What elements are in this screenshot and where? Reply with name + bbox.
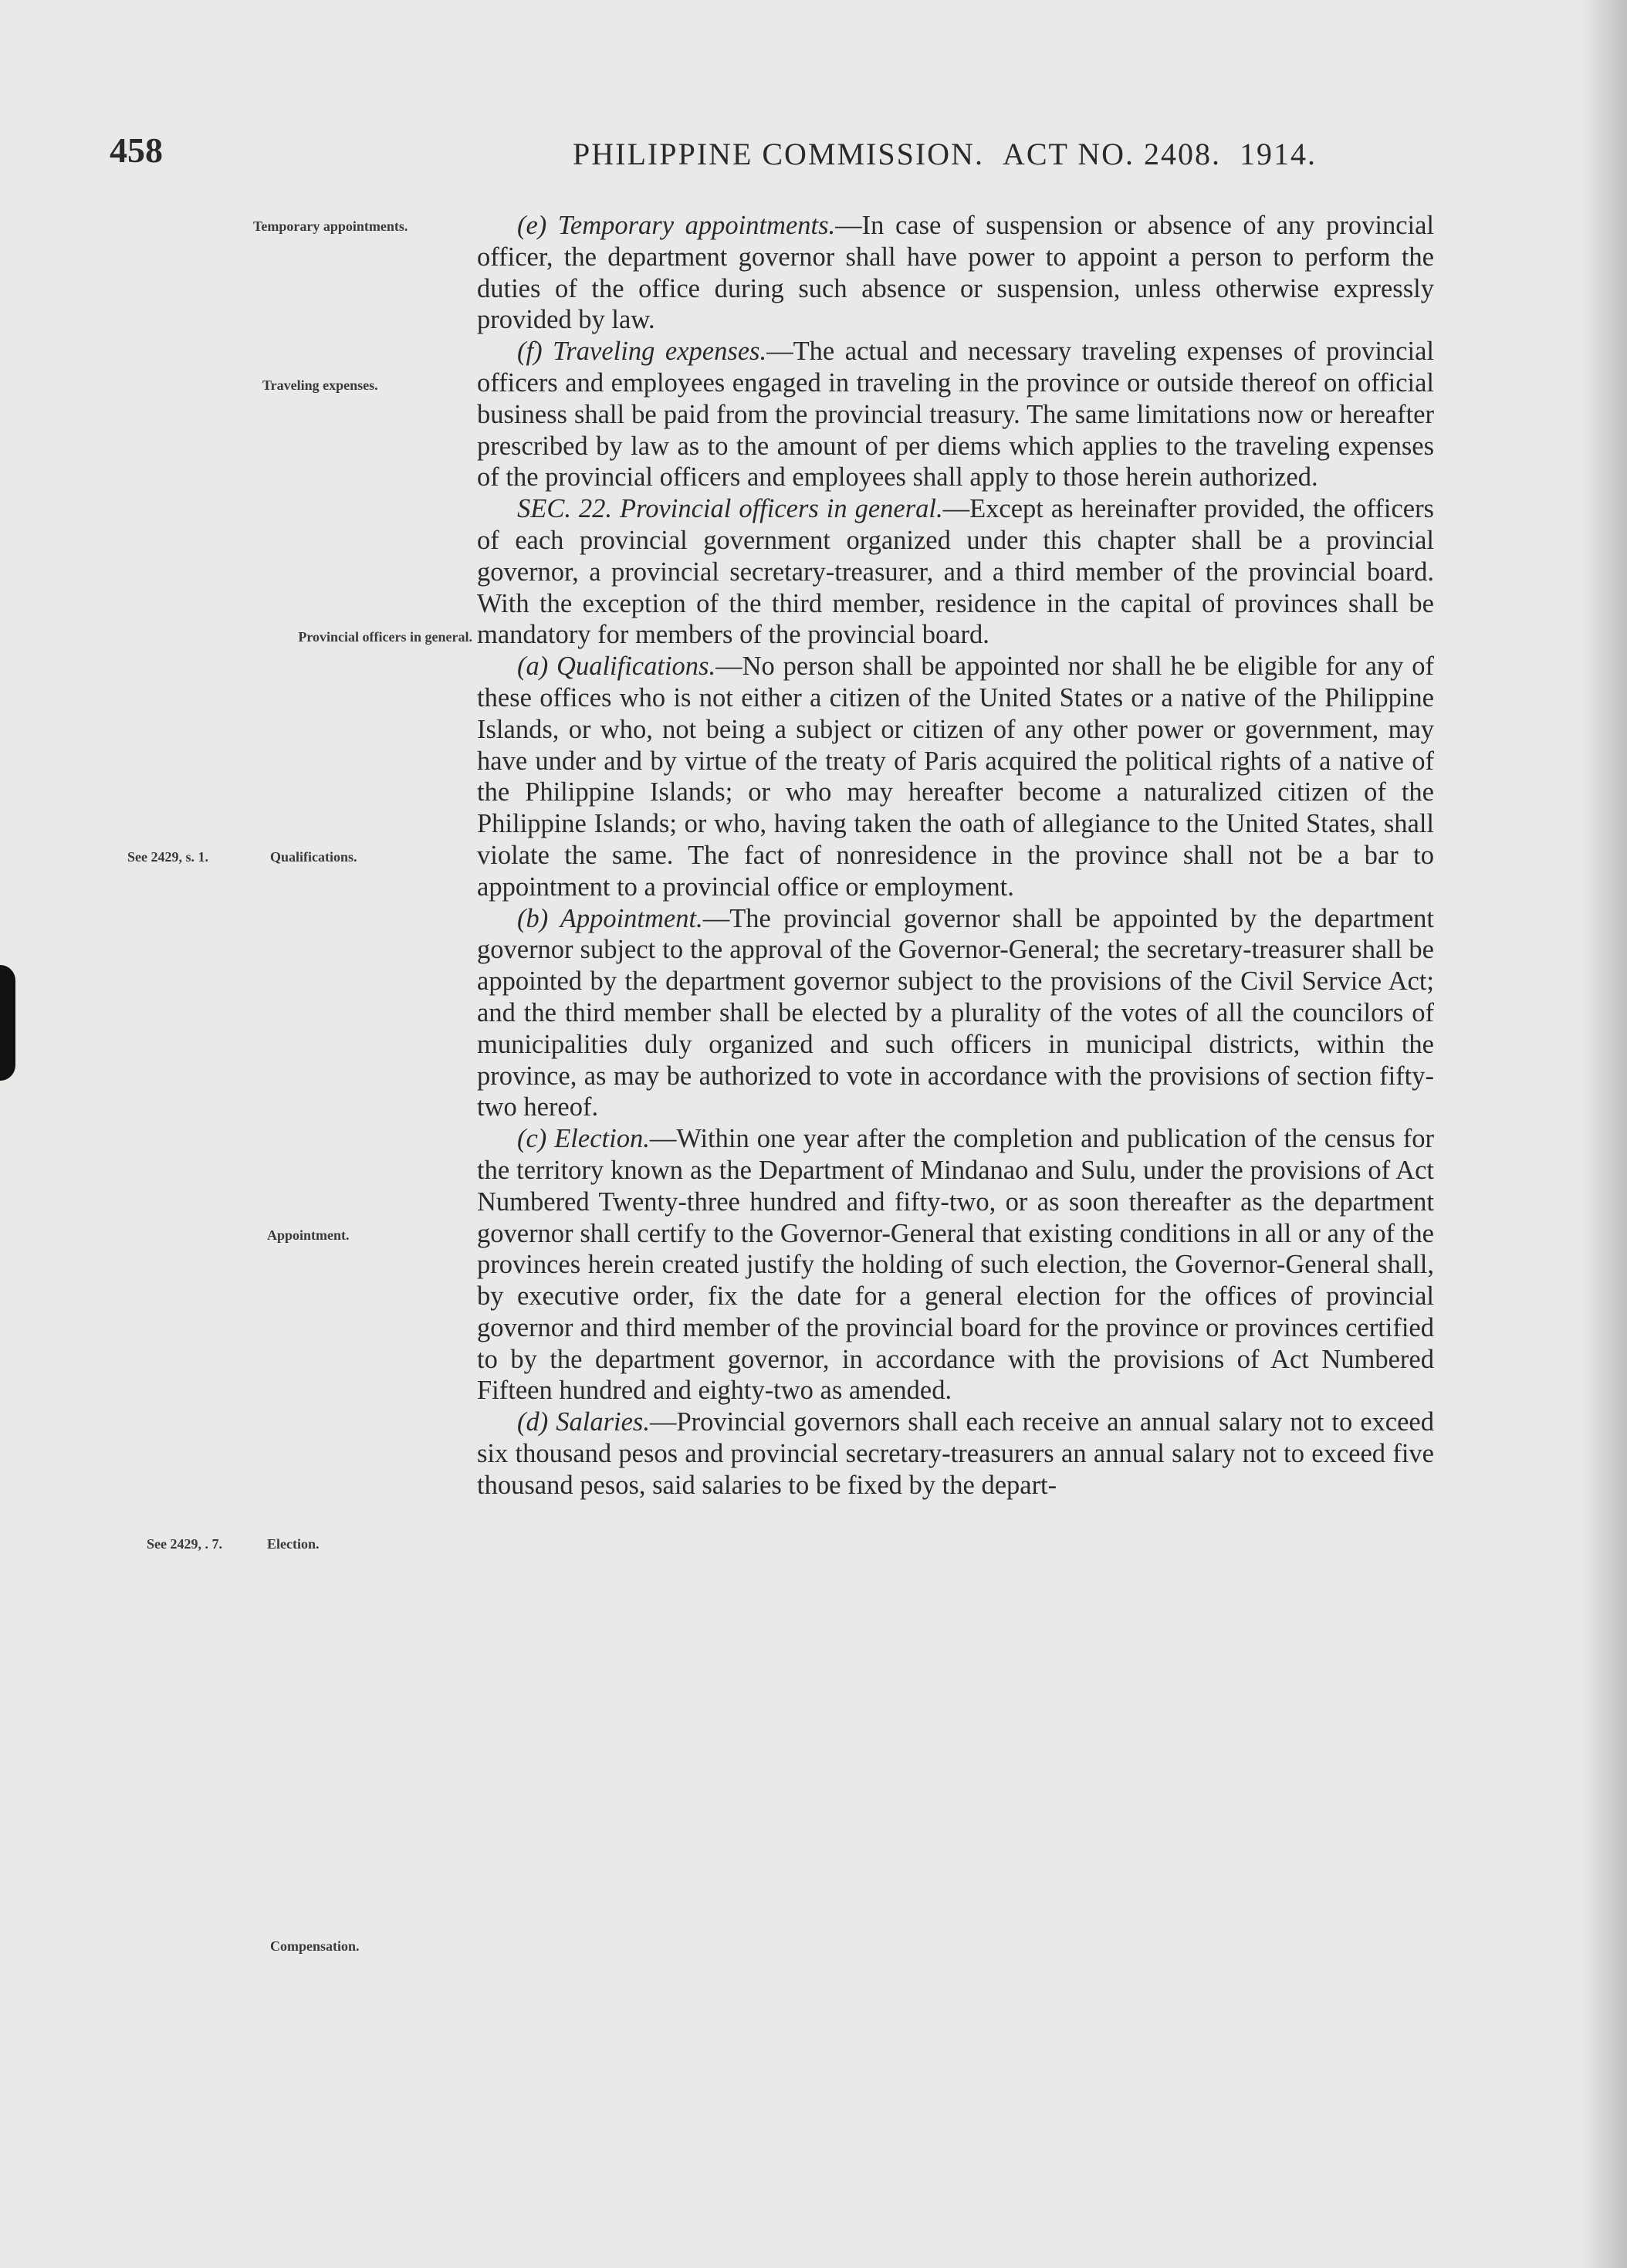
paragraph-traveling-expenses [477,336,1434,493]
page-number: 458 [110,130,163,170]
margin-note-ref-qualifications: See 2429, s. 1. [127,849,208,865]
paragraph-text: —The actual and necessary traveling expenses of provincial officers and employees engaged in traveling in the province or outside thereof on official business shall be paid from the provincial treasury. The same limitations now or hereafter prescribed by law as to the amount of per diems which applies to the traveling expenses of the provincial officers and employees shall apply to those herein authorized. [477,337,1434,493]
body-text [477,210,1434,1501]
paragraph-section-22 [477,493,1434,651]
margin-note-election: Election. [267,1536,320,1552]
paragraph-text: —Provincial governors shall each receive an annual salary not to exceed six thousand pesos and provincial secretary-treasurers an annual salary not to exceed five thousand pesos, said salaries to be fixed by the depart- [477,1407,1434,1500]
paragraph-text: —Except as hereinafter provided, the officers of each provincial government organized under this chapter shall be a provincial governor, a provincial secretary-treasurer, and a third member of the provincial board. With the exception of the third member, residence in the capital of provinces shall be mandatory for members of the provincial board. [477,494,1434,650]
page-edge-shadow [1581,0,1627,2268]
paragraph-label: (b) Appointment. [517,903,703,933]
paragraph-election [477,1123,1434,1406]
paragraph-label: SEC. 22. Provincial officers in general. [517,494,943,524]
margin-note-ref-election: See 2429, . 7. [147,1536,222,1552]
margin-note-qualifications: Qualifications. [270,849,357,865]
margin-note-appointment: Appointment. [267,1227,350,1243]
paragraph-text: —The provincial governor shall be appointed by the department governor subject to the approval of the Governor-General; the secretary-treasurer shall be appointed by the department governor subject to the provisions of the Civil Service Act; and the third member shall be elected by a plurality of the votes of all the councilors of municipalities duly organized and such officers in municipal districts, within the province, as may be authorized to vote in accordance with the provisions of section fifty-two hereof. [477,903,1434,1122]
page-header [0,130,1627,191]
margin-note-traveling-expenses: Traveling expenses. [262,377,378,393]
running-head-act: ACT NO. 2408. [1002,137,1222,171]
binding-shadow [0,965,15,1081]
margin-note-compensation: Compensation. [270,1938,360,1954]
paragraph-salaries [477,1406,1434,1501]
paragraph-appointment [477,903,1434,1124]
paragraph-text: —No person shall be appointed nor shall he be eligible for any of these offices who is not either a citizen of the United States or a native of the Philippine Islands, or who, not being a subject or citizen of any other power or government, may have under and by virtue of the treaty of Paris acquired the political rights of a native of the Philippine Islands; or who may hereafter become a naturalized citizen of the Philippine Islands; or who, having taken the oath of allegiance to the United States, shall violate the same. The fact of nonresidence in the province shall not be a bar to appointment to a provincial office or employment. [477,652,1434,902]
margin-note-provincial-officers: Provincial officers in general. [298,629,472,645]
paragraph-temporary-appointments [477,210,1434,336]
margin-note-temporary-appointments: Temporary appointments. [253,218,408,234]
paragraph-label: (c) Election. [517,1124,650,1154]
paragraph-label: (f) Traveling expenses. [517,337,767,367]
running-head-year: 1914. [1240,137,1317,171]
paragraph-label: (e) Temporary appointments. [517,211,836,240]
running-head-publication: PHILIPPINE COMMISSION. [573,137,984,171]
paragraph-label: (a) Qualifications. [517,652,716,682]
paragraph-text: —Within one year after the completion and publication of the census for the territory known as the Department of Mindanao and Sulu, under the provisions of Act Numbered Twenty-three hundred and fifty-two, or as soon thereafter as the department governor shall certify to the Governor-General that existing conditions in all or any of the provinces herein created justify the holding of such election, the Governor-General shall, by executive order, fix the date for a general election for the offices of provincial governor and third member of the provincial board for the province or provinces certified to by the department governor, in accordance with the provisions of Act Numbered Fifteen hundred and eighty-two as amended. [477,1124,1434,1406]
paragraph-text: —In case of suspension or absence of any provincial officer, the department governor shall have power to appoint a person to perform the duties of the office during such absence or suspension, unless otherwise expressly provided by law. [477,211,1434,335]
paragraph-qualifications [477,651,1434,902]
paragraph-label: (d) Salaries. [517,1407,650,1437]
running-head [573,136,1317,172]
